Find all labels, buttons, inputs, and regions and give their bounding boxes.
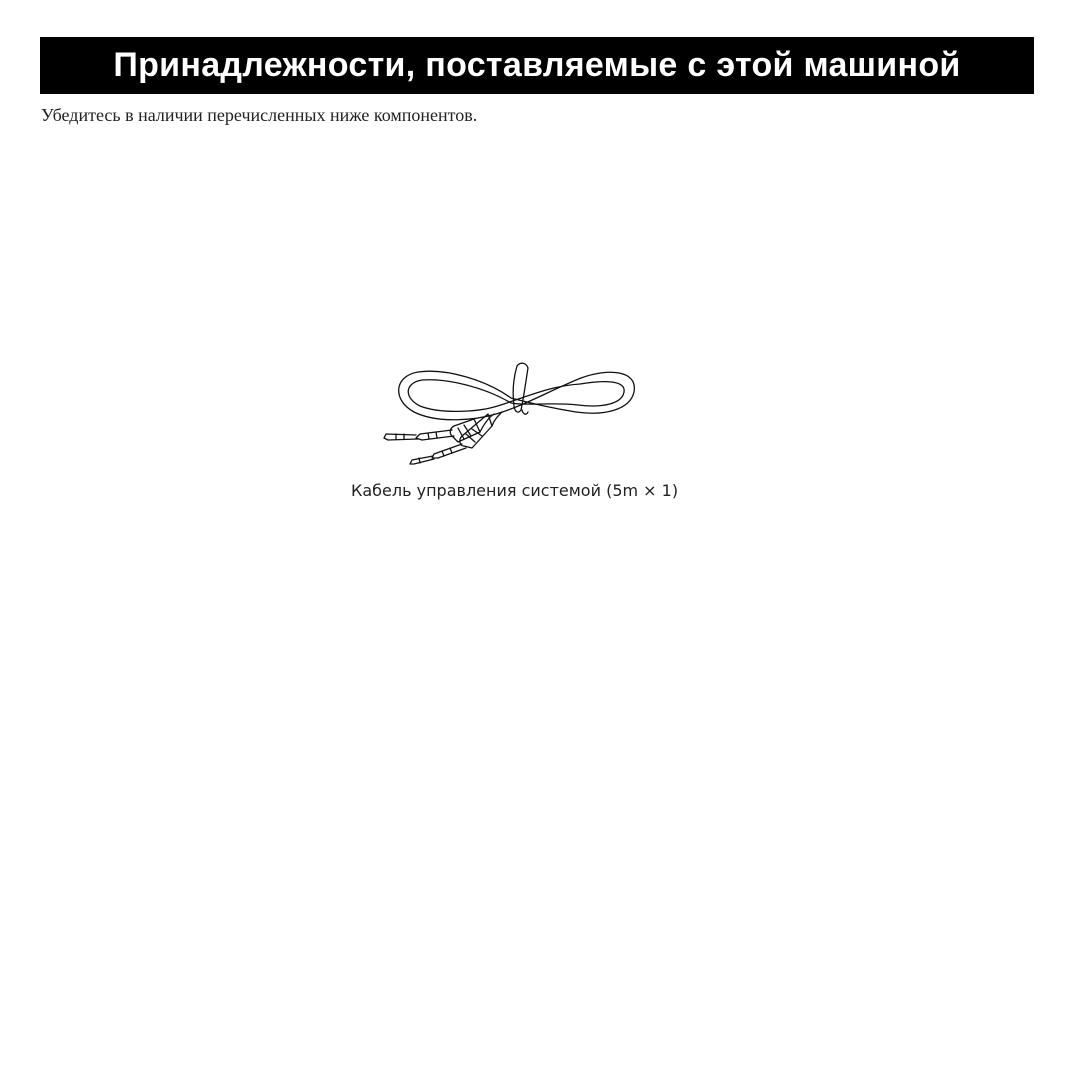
system-control-cable-figure — [376, 350, 646, 470]
cable-icon — [376, 350, 646, 470]
page-title: Принадлежности, поставляемые с этой машиной — [113, 46, 961, 84]
section-header — [40, 37, 1034, 94]
intro-text: Убедитесь в наличии перечисленных ниже компонентов. — [41, 105, 478, 125]
item-caption: Кабель управления системой (5m × 1) — [351, 481, 679, 500]
